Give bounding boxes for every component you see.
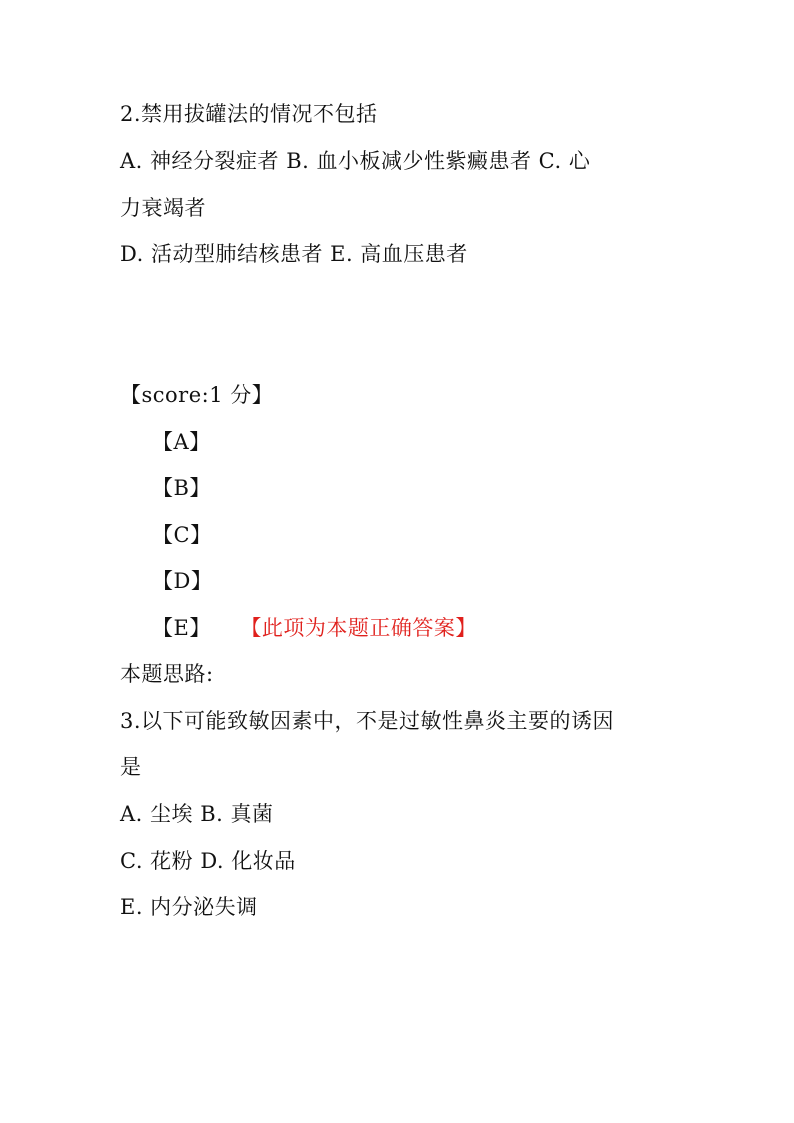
question-3-options-line-2: C. 花粉 D. 化妆品 [120,849,296,873]
option-d: 【D】 [152,569,213,593]
question-2-options-line-1: A. 神经分裂症者 B. 血小板减少性紫癜患者 C. 心 [120,149,591,173]
option-b: 【B】 [152,476,211,500]
option-e-row [152,614,477,642]
option-a: 【A】 [152,430,211,454]
explanation-label: 本题思路: [120,662,214,686]
question-3-stem-line-1: 3.以下可能致敏因素中，不是过敏性鼻炎主要的诱因 [120,709,615,733]
correct-answer-marker: 【此项为本题正确答案】 [250,616,477,640]
question-2-options-line-2: 力衰竭者 [120,196,206,220]
question-2-options-line-3: D. 活动型肺结核患者 E. 高血压患者 [120,242,468,266]
option-c: 【C】 [152,523,212,547]
question-3-stem-line-2: 是 [120,755,142,779]
question-2-stem: 2.禁用拔罐法的情况不包括 [120,102,378,126]
question-3-options-line-3: E. 内分泌失调 [120,895,258,919]
question-3-options-line-1: A. 尘埃 B. 真菌 [120,802,274,826]
option-e: 【E】 [152,616,211,640]
score-label: 【score:1 分】 [120,383,274,407]
